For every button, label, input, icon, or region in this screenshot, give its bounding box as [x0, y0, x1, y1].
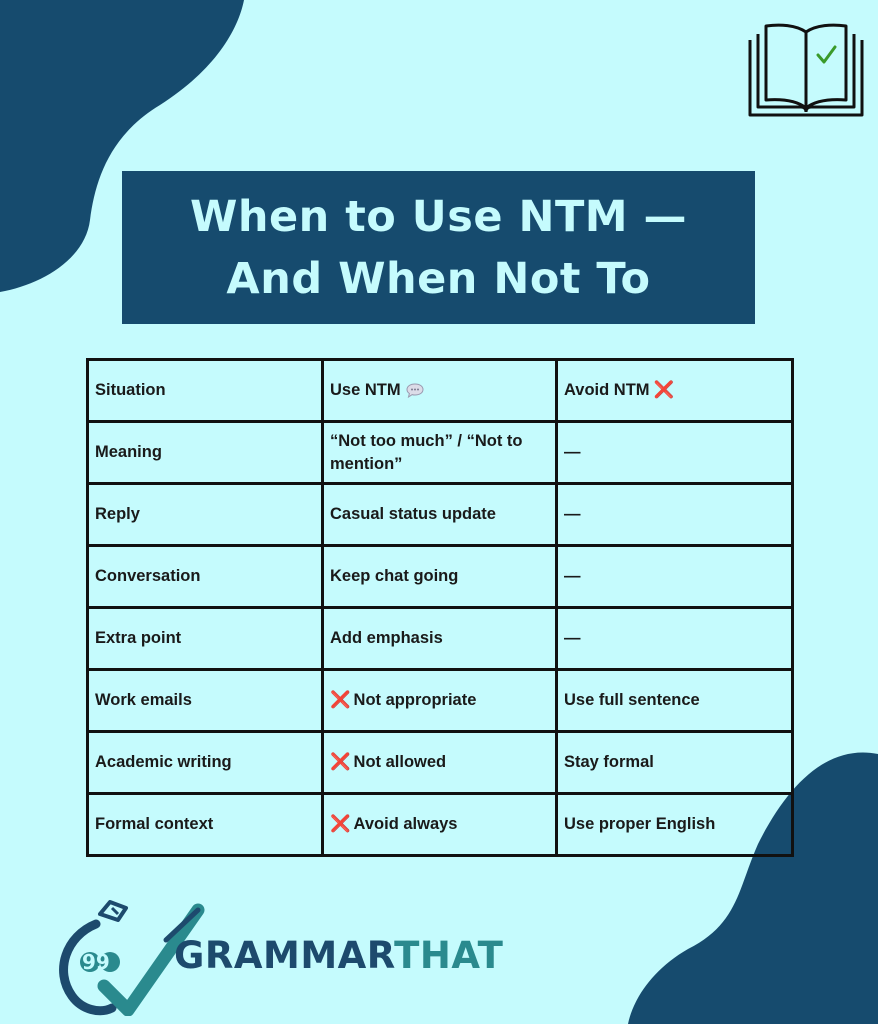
cell-text: Casual status update: [330, 505, 496, 523]
table-cell: [88, 546, 323, 608]
table-cell: [557, 546, 793, 608]
table-row: [88, 360, 793, 422]
wordmark-that: THAT: [394, 934, 504, 977]
speech-bubble-icon: [406, 383, 424, 398]
svg-text:99: 99: [82, 950, 110, 974]
cell-text: Avoid NTM: [564, 381, 650, 399]
cell-text: Use proper English: [564, 815, 716, 833]
cell-text: Keep chat going: [330, 567, 459, 585]
table-cell: [557, 670, 793, 732]
header-cell-situation: [88, 360, 323, 422]
cell-text: Work emails: [95, 691, 192, 709]
table-cell: [88, 732, 323, 794]
table-row: [88, 794, 793, 856]
table-cell: [323, 484, 557, 546]
table-cell: [557, 608, 793, 670]
cell-text: Reply: [95, 505, 140, 523]
table-cell: [88, 670, 323, 732]
cell-text: Use full sentence: [564, 691, 700, 709]
cell-text: “Not too much” / “Not to mention”: [330, 431, 523, 473]
cell-text: Conversation: [95, 567, 201, 585]
title-banner: [122, 171, 755, 324]
table-cell: [557, 484, 793, 546]
table-row: [88, 422, 793, 484]
header-cell-avoid-ntm: [557, 360, 793, 422]
cell-text: Not appropriate: [353, 691, 477, 709]
table-cell: [88, 794, 323, 856]
cell-text: —: [564, 443, 581, 461]
cell-text: Stay formal: [564, 753, 654, 771]
table-cell: [323, 608, 557, 670]
cell-text: Avoid always: [353, 815, 458, 833]
table-cell: [323, 670, 557, 732]
grammarthat-wordmark: [174, 931, 503, 981]
table-row: [88, 670, 793, 732]
table-cell: [323, 422, 557, 484]
table-cell: [88, 608, 323, 670]
table-row: [88, 484, 793, 546]
header-cell-use-ntm: [323, 360, 557, 422]
open-book-check-icon: [748, 22, 864, 118]
table-row: [88, 546, 793, 608]
table-cell: [557, 732, 793, 794]
cell-text: Formal context: [95, 815, 214, 833]
ntm-usage-table: [86, 358, 794, 857]
table-cell: [88, 484, 323, 546]
wordmark-grammar: GRAMMAR: [174, 934, 395, 977]
table-cell: [323, 794, 557, 856]
cell-text: Situation: [95, 381, 166, 399]
red-x-icon: ❌: [330, 753, 351, 771]
table-cell: [557, 422, 793, 484]
table-cell: [323, 732, 557, 794]
cell-text: Not allowed: [353, 753, 447, 771]
cell-text: —: [564, 629, 581, 647]
red-x-icon: ❌: [653, 381, 675, 399]
red-x-icon: ❌: [330, 815, 351, 833]
cell-text: Meaning: [95, 443, 162, 461]
cell-text: Use NTM: [330, 381, 401, 399]
page-title: When to Use NTM — And When Not To: [189, 191, 688, 304]
cell-text: Add emphasis: [330, 629, 443, 647]
table-row: [88, 608, 793, 670]
table-cell: [88, 422, 323, 484]
cell-text: Extra point: [95, 629, 182, 647]
cell-text: Academic writing: [95, 753, 232, 771]
cell-text: —: [564, 567, 581, 585]
red-x-icon: ❌: [330, 691, 351, 709]
table-cell: [323, 546, 557, 608]
table-cell: [557, 794, 793, 856]
cell-text: —: [564, 505, 581, 523]
table-row: [88, 732, 793, 794]
